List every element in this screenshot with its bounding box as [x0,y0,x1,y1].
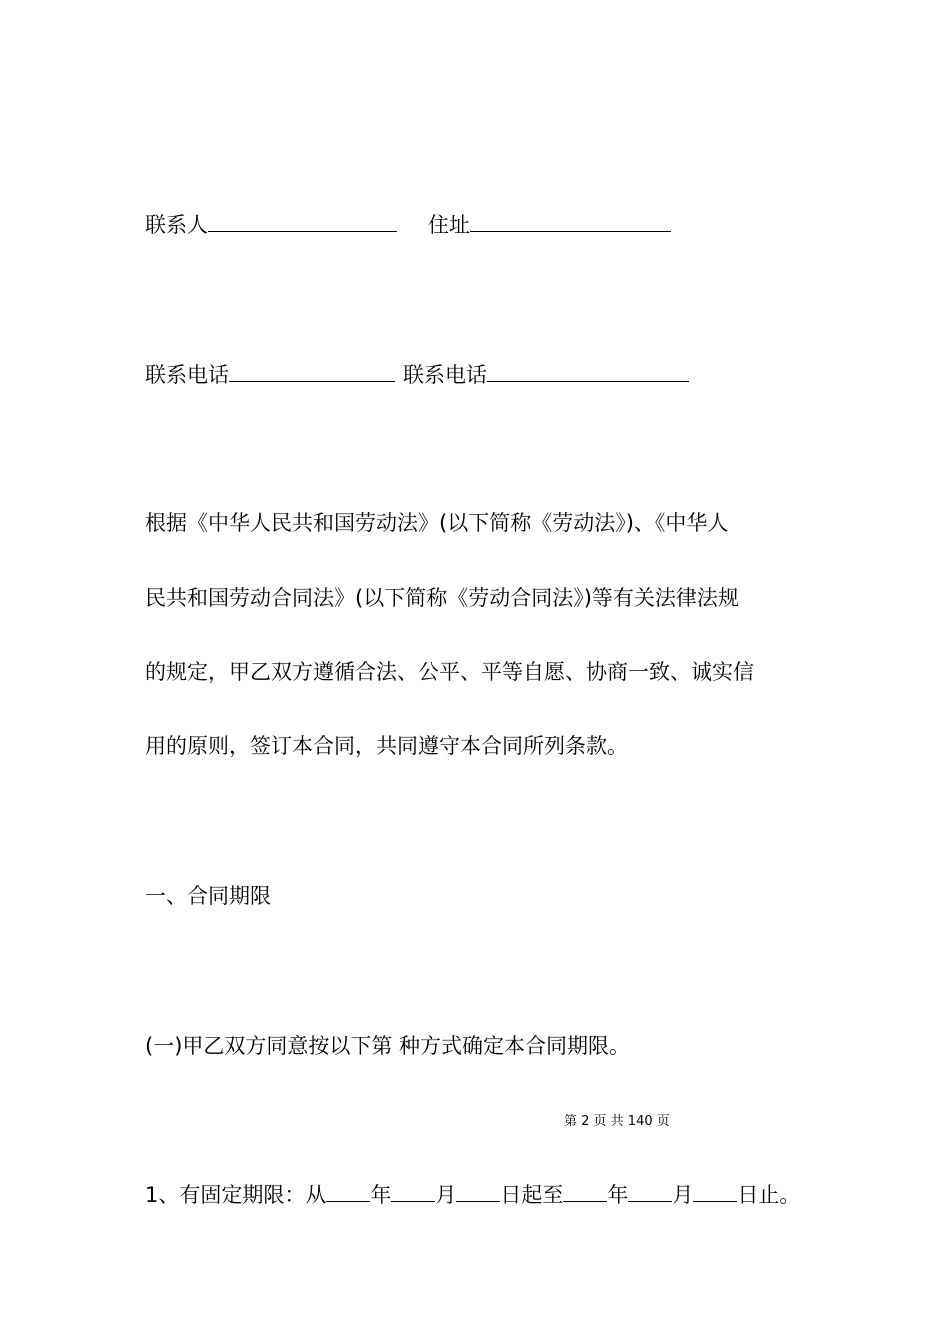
contact-address-row [145,211,671,238]
fixed-term-prefix: 1、有固定期限：从 [145,1183,327,1207]
start-month-label: 月 [435,1183,457,1207]
intro-line-3: 的规定，甲乙双方遵循合法、公平、平等自愿、协商一致、诚实信 [145,660,754,684]
end-day-blank [693,1181,737,1202]
contact-person-label: 联系人 [145,213,208,237]
phone-blank-2 [487,361,689,382]
end-year-blank [563,1181,607,1202]
intro-line-2: 民共和国劳动合同法》(以下简称《劳动合同法》)等有关法律法规 [145,586,739,610]
fixed-term-line [145,1181,800,1208]
intro-line-1: 根据《中华人民共和国劳动法》(以下简称《劳动法》)、《中华人 [145,511,729,535]
end-day-label: 日止。 [737,1183,801,1207]
page-footer: 第 2 页 共 140 页 [564,1114,670,1129]
phone-row [145,361,689,388]
phone-label-1: 联系电话 [145,363,229,387]
start-year-blank [326,1181,370,1202]
start-month-blank [391,1181,435,1202]
start-day-blank [456,1181,500,1202]
address-label: 住址 [428,213,470,237]
section-heading: 一、合同期限 [145,884,271,908]
start-year-label: 年 [370,1183,392,1207]
phone-label-2: 联系电话 [403,363,487,387]
term-clause: (一)甲乙双方同意按以下第 种方式确定本合同期限。 [145,1034,631,1058]
phone-blank-1 [229,361,395,382]
contact-person-blank [208,211,397,232]
end-month-blank [628,1181,672,1202]
start-day-label: 日起至 [500,1183,564,1207]
end-month-label: 月 [672,1183,694,1207]
address-blank [470,211,671,232]
intro-line-4: 用的原则，签订本合同，共同遵守本合同所列条款。 [145,734,628,758]
end-year-label: 年 [607,1183,629,1207]
